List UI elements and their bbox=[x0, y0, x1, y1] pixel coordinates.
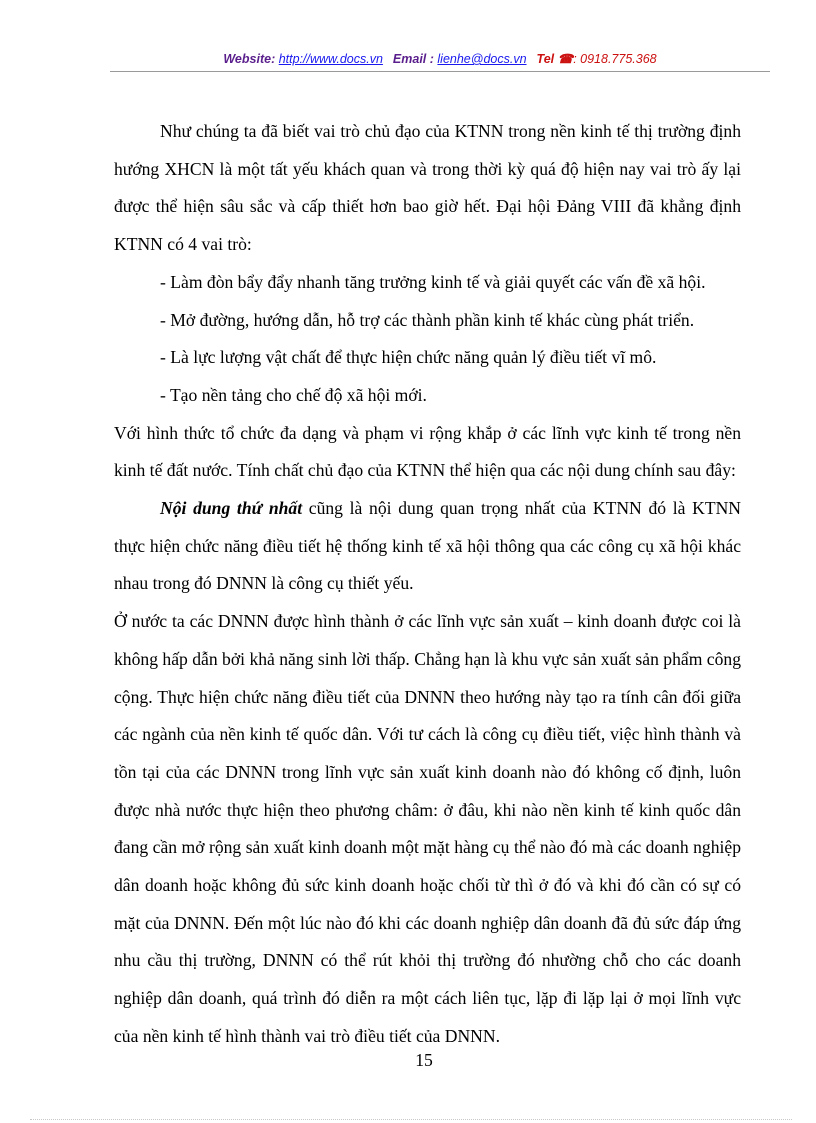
email-label: Email bbox=[392, 52, 427, 66]
role-item: - Tạo nền tảng cho chế độ xã hội mới. bbox=[160, 384, 427, 405]
role-item: - Là lực lượng vật chất để thực hiện chức năng quản lý điều tiết vĩ mô. bbox=[160, 347, 657, 368]
page-bottom-edge bbox=[30, 1119, 792, 1120]
phone-number: : 0918.775.368 bbox=[573, 52, 657, 66]
role-item: - Làm đòn bẩy đẩy nhanh tăng trưởng kinh tế và giải quyết các vấn đề xã hội. bbox=[160, 271, 706, 292]
role-item: - Mở đường, hướng dẫn, hỗ trợ các thành phần kinh tế khác cùng phát triển. bbox=[160, 309, 695, 330]
page-content bbox=[114, 113, 741, 1056]
website-separator: : bbox=[271, 52, 279, 66]
forms-paragraph: Với hình thức tổ chức đa dạng và phạm vi rộng khắp ở các lĩnh vực kinh tế trong nền kinh tế đất nước. Tính chất chủ đạo của KTNN thể hiện qua các nội dung chính sau đây: bbox=[114, 422, 741, 481]
website-label: Website bbox=[223, 52, 272, 66]
content-one-text: cũng là nội dung quan trọng nhất của KTNN đó là KTNN thực hiện chức năng điều tiết hệ thống kinh tế xã hội thông qua các công cụ xã hội khác nhau trong đó DNNN là công cụ thiết yếu. bbox=[114, 498, 741, 594]
page-number: 15 bbox=[415, 1050, 433, 1070]
header-divider bbox=[110, 71, 770, 72]
phone-icon: ☎ bbox=[557, 52, 574, 66]
dnnn-paragraph: Ở nước ta các DNNN được hình thành ở các lĩnh vực sản xuất – kinh doanh được coi là không hấp dẫn bởi khả năng sinh lời thấp. Chẳng hạn là khu vực sản xuất sản phẩm công cộng. Thực hiện chức năng điều tiết của DNNN theo hướng này tạo ra tính cân đối giữa các ngành của nền kinh tế quốc dân. Với tư cách là công cụ điều tiết, việc hình thành và tồn tại của các DNNN trong lĩnh vực sản xuất kinh doanh nào đó không cố định, luôn được nhà nước thực hiện theo phương châm: ở đâu, khi nào nền kinh tế kinh quốc dân đang cần mở rộng sản xuất kinh doanh một mặt hàng cụ thể nào đó mà các doanh nghiệp dân doanh hoặc không đủ sức kinh doanh hoặc chối từ thì ở đó và khi đó cần có sự có mặt của DNNN. Đến một lúc nào đó khi các doanh nghiệp dân doanh đã đủ sức đáp ứng nhu cầu thị trường, DNNN có thể rút khỏi thị trường đó nhường chỗ cho các doanh nghiệp dân doanh, quá trình đó diễn ra một cách liên tục, lặp đi lặp lại ở mọi lĩnh vực của nền kinh tế hình thành vai trò điều tiết của DNNN. bbox=[114, 611, 741, 1046]
intro-paragraph: Như chúng ta đã biết vai trò chủ đạo của KTNN trong nền kinh tế thị trường định hướng XHCN là một tất yếu khách quan và trong thời kỳ quá độ hiện nay vai trò ấy lại được thể hiện sâu sắc và cấp thiết hơn bao giờ hết. Đại hội Đảng VIII đã khẳng định KTNN có 4 vai trò: bbox=[114, 121, 741, 255]
website-link[interactable]: http://www.docs.vn bbox=[278, 52, 383, 66]
email-separator: : bbox=[426, 52, 438, 66]
page-header bbox=[110, 51, 770, 71]
content-one-lead: Nội dung thứ nhất bbox=[160, 498, 303, 519]
content-one-paragraph bbox=[114, 490, 741, 603]
email-link[interactable]: lienhe@docs.vn bbox=[437, 52, 527, 66]
tel-label: Tel bbox=[536, 52, 555, 66]
